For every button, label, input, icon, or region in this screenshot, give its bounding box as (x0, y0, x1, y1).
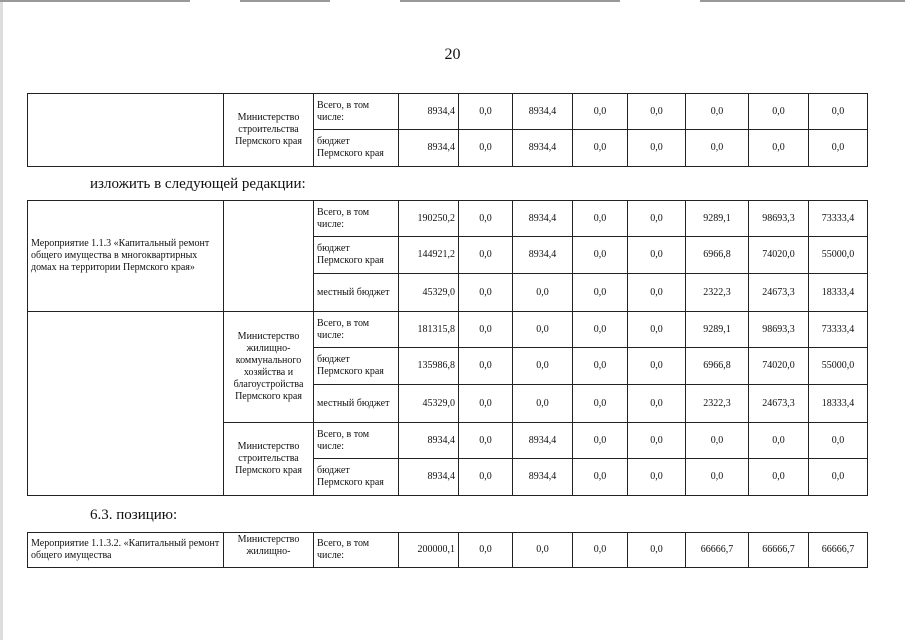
value-cell: 0,0 (749, 423, 809, 459)
org-cell: Министерство жилищно- (224, 533, 314, 568)
value-cell: 0,0 (459, 130, 513, 167)
value-cell: 8934,4 (399, 94, 459, 130)
value-cell: 8934,4 (513, 459, 573, 496)
value-cell: 0,0 (749, 94, 809, 130)
value-cell: 9289,1 (686, 201, 749, 237)
value-cell: 0,0 (628, 312, 686, 348)
scan-edge-line (400, 0, 620, 2)
activity-cell: Мероприятие 1.1.3 «Капитальный ремонт общего имущества в многоквартирных домах на территории Пермского края» (28, 201, 224, 312)
value-cell: 0,0 (628, 348, 686, 385)
value-cell: 0,0 (573, 94, 628, 130)
org-cell: Министерство строительства Пермского края (224, 423, 314, 496)
value-cell: 8934,4 (399, 130, 459, 167)
row-label: Всего, в том числе: (314, 533, 399, 568)
value-cell: 0,0 (628, 423, 686, 459)
row-label: Всего, в том числе: (314, 94, 399, 130)
value-cell: 0,0 (459, 94, 513, 130)
row-label: Всего, в том числе: (314, 201, 399, 237)
value-cell: 0,0 (573, 237, 628, 274)
value-cell: 0,0 (459, 533, 513, 568)
value-cell: 0,0 (513, 533, 573, 568)
table-next (27, 532, 868, 568)
value-cell: 55000,0 (809, 348, 868, 385)
value-cell: 8934,4 (513, 130, 573, 167)
row-label: местный бюджет (314, 274, 399, 312)
value-cell: 73333,4 (809, 312, 868, 348)
value-cell: 0,0 (628, 459, 686, 496)
value-cell: 9289,1 (686, 312, 749, 348)
value-cell: 144921,2 (399, 237, 459, 274)
table-row (28, 94, 868, 130)
value-cell: 0,0 (513, 274, 573, 312)
value-cell: 0,0 (749, 130, 809, 167)
value-cell: 0,0 (573, 312, 628, 348)
row-label: местный бюджет (314, 385, 399, 423)
value-cell: 45329,0 (399, 274, 459, 312)
row-label: бюджет Пермского края (314, 348, 399, 385)
row-label: Всего, в том числе: (314, 312, 399, 348)
value-cell: 0,0 (459, 274, 513, 312)
value-cell: 74020,0 (749, 237, 809, 274)
value-cell: 66666,7 (749, 533, 809, 568)
value-cell: 0,0 (686, 94, 749, 130)
replace-heading: изложить в следующей редакции: (90, 176, 306, 192)
value-cell: 18333,4 (809, 385, 868, 423)
scan-left-edge (0, 0, 3, 640)
value-cell: 0,0 (513, 385, 573, 423)
value-cell: 0,0 (573, 423, 628, 459)
value-cell: 200000,1 (399, 533, 459, 568)
value-cell: 98693,3 (749, 312, 809, 348)
value-cell: 8934,4 (513, 423, 573, 459)
value-cell: 6966,8 (686, 237, 749, 274)
value-cell: 0,0 (573, 348, 628, 385)
org-cell: Министерство строительства Пермского края (224, 94, 314, 167)
org-cell-empty (224, 201, 314, 312)
row-label: бюджет Пермского края (314, 459, 399, 496)
table-old (27, 93, 868, 167)
org-cell: Министерство жилищно-коммунального хозяйства и благоустройства Пермского края (224, 312, 314, 423)
value-cell: 24673,3 (749, 385, 809, 423)
value-cell: 74020,0 (749, 348, 809, 385)
value-cell: 181315,8 (399, 312, 459, 348)
activity-cell-empty (28, 312, 224, 496)
value-cell: 0,0 (686, 423, 749, 459)
value-cell: 0,0 (573, 201, 628, 237)
value-cell: 0,0 (513, 348, 573, 385)
value-cell: 0,0 (459, 348, 513, 385)
value-cell: 8934,4 (399, 459, 459, 496)
value-cell: 98693,3 (749, 201, 809, 237)
value-cell: 0,0 (809, 423, 868, 459)
table-row (28, 533, 868, 568)
value-cell: 0,0 (459, 237, 513, 274)
table-new (27, 200, 868, 496)
value-cell: 45329,0 (399, 385, 459, 423)
page-number: 20 (444, 46, 461, 63)
value-cell: 0,0 (749, 459, 809, 496)
activity-cell: Мероприятие 1.1.3.2. «Капитальный ремонт общего имущества (28, 533, 224, 568)
value-cell: 0,0 (573, 533, 628, 568)
value-cell: 0,0 (628, 274, 686, 312)
value-cell: 0,0 (809, 459, 868, 496)
value-cell: 66666,7 (809, 533, 868, 568)
value-cell: 0,0 (573, 459, 628, 496)
value-cell: 0,0 (573, 385, 628, 423)
value-cell: 24673,3 (749, 274, 809, 312)
value-cell: 0,0 (513, 312, 573, 348)
value-cell: 0,0 (459, 312, 513, 348)
value-cell: 73333,4 (809, 201, 868, 237)
value-cell: 0,0 (573, 274, 628, 312)
value-cell: 190250,2 (399, 201, 459, 237)
value-cell: 55000,0 (809, 237, 868, 274)
value-cell: 0,0 (628, 385, 686, 423)
value-cell: 0,0 (573, 130, 628, 167)
value-cell: 0,0 (628, 130, 686, 167)
value-cell: 2322,3 (686, 274, 749, 312)
scan-edge-line (0, 0, 190, 2)
value-cell: 8934,4 (399, 423, 459, 459)
value-cell: 0,0 (809, 130, 868, 167)
value-cell: 0,0 (459, 201, 513, 237)
activity-cell-empty (28, 94, 224, 167)
table-row (28, 201, 868, 237)
value-cell: 0,0 (628, 201, 686, 237)
row-label: Всего, в том числе: (314, 423, 399, 459)
scan-edge-line (240, 0, 330, 2)
section-heading: 6.3. позицию: (90, 507, 178, 523)
scan-edge-line (700, 0, 905, 2)
table-row (28, 312, 868, 348)
value-cell: 0,0 (459, 385, 513, 423)
value-cell: 0,0 (628, 94, 686, 130)
value-cell: 0,0 (809, 94, 868, 130)
value-cell: 66666,7 (686, 533, 749, 568)
value-cell: 18333,4 (809, 274, 868, 312)
row-label: бюджет Пермского края (314, 130, 399, 167)
value-cell: 2322,3 (686, 385, 749, 423)
value-cell: 6966,8 (686, 348, 749, 385)
row-label: бюджет Пермского края (314, 237, 399, 274)
value-cell: 0,0 (628, 533, 686, 568)
value-cell: 0,0 (628, 237, 686, 274)
value-cell: 135986,8 (399, 348, 459, 385)
value-cell: 8934,4 (513, 94, 573, 130)
value-cell: 0,0 (686, 459, 749, 496)
value-cell: 8934,4 (513, 237, 573, 274)
value-cell: 8934,4 (513, 201, 573, 237)
value-cell: 0,0 (686, 130, 749, 167)
value-cell: 0,0 (459, 459, 513, 496)
value-cell: 0,0 (459, 423, 513, 459)
